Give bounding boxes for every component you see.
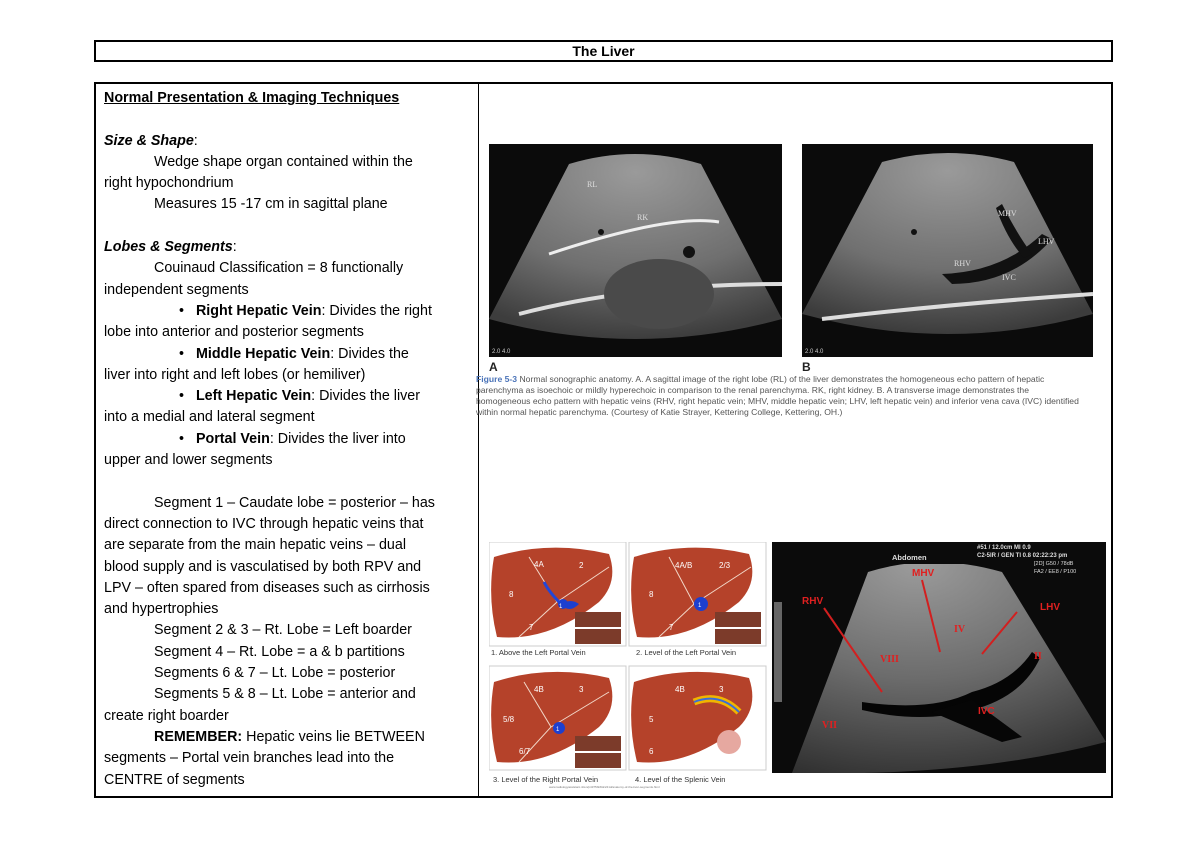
label-lhv: LHV — [1038, 237, 1055, 246]
seg-caption-4: 4. Level of the Splenic Vein — [635, 775, 726, 784]
seg-p3-1: 1 — [556, 727, 560, 733]
seg-p2-8: 8 — [649, 590, 654, 599]
segment1-line-5: LPV – often spared from diseases such as cirrhosis — [104, 579, 430, 596]
size-shape-line-2: right hypochondrium — [104, 175, 234, 192]
seg-p2-23: 2/3 — [719, 561, 731, 570]
content-table — [94, 82, 1113, 798]
seg-p2-1: 1 — [698, 603, 702, 609]
remember-line-3: CENTRE of segments — [104, 771, 245, 788]
size-shape-heading: Size & Shape: — [104, 132, 198, 149]
column-divider — [478, 84, 479, 796]
seg-p1-8: 8 — [509, 590, 514, 599]
panel-letter-a: A — [489, 360, 498, 374]
ultrasound-panel-a — [489, 144, 782, 357]
seg-caption-1: 1. Above the Left Portal Vein — [491, 648, 586, 657]
segment4-line: Segment 4 – Rt. Lobe = a & b partitions — [154, 643, 405, 660]
seg-p3-58: 5/8 — [503, 715, 515, 724]
ultrasound-panel-b — [802, 144, 1093, 357]
segment67-line: Segments 6 & 7 – Lt. Lobe = posterior — [154, 665, 396, 682]
us-label-iv: IV — [954, 624, 966, 635]
segment58-line-1: Segments 5 & 8 – Lt. Lobe = anterior and — [154, 686, 416, 703]
scale-b: 2.0 4.0 — [805, 349, 824, 355]
segment23-line: Segment 2 & 3 – Rt. Lobe = Left boarder — [154, 622, 412, 639]
remember-line-1: REMEMBER: Hepatic veins lie BETWEEN — [154, 728, 425, 745]
lobes-heading: Lobes & Segments: — [104, 239, 237, 256]
bullet-right-hepatic-vein-cont: lobe into anterior and posterior segments — [104, 324, 364, 341]
segment58-line-2: create right boarder — [104, 707, 229, 724]
segment1-line-6: and hypertrophies — [104, 601, 219, 618]
label-rk: RK — [637, 213, 649, 222]
segment1-line-1: Segment 1 – Caudate lobe = posterior – has — [154, 494, 435, 511]
seg-p4-3: 3 — [719, 685, 724, 694]
label-mhv: MHV — [998, 209, 1017, 218]
bullet-left-hepatic-vein-cont: into a medial and lateral segment — [104, 409, 315, 426]
us-header-right-1: #51 / 12.0cm MI 0.9 — [977, 545, 1031, 551]
bullet-portal-vein: • Portal Vein: Divides the liver into — [179, 430, 406, 447]
us-label-ivc: IVC — [978, 706, 995, 717]
bullet-portal-vein-cont: upper and lower segments — [104, 452, 273, 469]
seg-p2-4ab: 4A/B — [675, 561, 693, 570]
seg-p3-4b: 4B — [534, 685, 544, 694]
bullet-middle-hepatic-vein: • Middle Hepatic Vein: Divides the — [179, 345, 409, 362]
seg-p4-5: 5 — [649, 715, 654, 724]
panel-letter-b: B — [802, 360, 811, 374]
seg-p3-3: 3 — [579, 685, 584, 694]
couinaud-line-1: Couinaud Classification = 8 functionally — [154, 260, 404, 277]
seg-p1-2: 2 — [579, 561, 584, 570]
bullet-left-hepatic-vein: • Left Hepatic Vein: Divides the liver — [179, 388, 420, 405]
seg-p4-4b: 4B — [675, 685, 685, 694]
segment1-line-4: blood supply and is vasculatised by both RPV and — [104, 558, 422, 575]
label-rl: RL — [587, 180, 598, 189]
segment1-line-2: direct connection to IVC through hepatic veins that — [104, 515, 424, 532]
us-header-right-3: [2D] G50 / 78dB — [1034, 561, 1074, 567]
seg-p1-1: 1 — [559, 604, 563, 610]
remember-line-2: segments – Portal vein branches lead into the — [104, 750, 395, 767]
seg-p1-4a: 4A — [534, 560, 544, 569]
us-label-mhv: MHV — [912, 568, 935, 579]
us-header-left: Abdomen — [892, 553, 927, 562]
bullet-middle-hepatic-vein-cont: liver into right and left lobes (or hemiliver) — [104, 366, 366, 383]
seg-caption-3: 3. Level of the Right Portal Vein — [493, 775, 599, 784]
annotated-ultrasound — [772, 542, 1106, 773]
us-header-right-2: C2-5IR / GEN TI 0.8 02:22:23 pm — [977, 553, 1068, 559]
size-shape-line-3: Measures 15 -17 cm in sagittal plane — [154, 196, 388, 213]
us-label-viii: VIII — [880, 654, 899, 665]
couinaud-line-2: independent segments — [104, 281, 249, 298]
us-label-ii: II — [1034, 651, 1042, 662]
figure-caption: Figure 5-3 Normal sonographic anatomy. A. A sagittal image of the right lobe (RL) of the liver demonstrates the homogeneous echo pattern of hepatic parenchyma as isoechoic or mildly hyperechoic in comparison to the renal parenchyma. RK, right kidney. B. A transverse image demonstrates the homogeneous echo pattern with hepatic veins (RHV, right hepatic vein; MHV, middle hepatic vein; LHV, left hepatic vein) and inferior vena cava (IVC) identified within normal hepatic parenchyma. (Courtesy of Katie Strayer, Kettering College, Kettering, OH.) — [476, 374, 1079, 417]
us-label-lhv: LHV — [1040, 602, 1060, 613]
page-title: The Liver — [94, 40, 1113, 62]
segment-diagram — [489, 542, 767, 789]
label-rhv: RHV — [954, 259, 971, 268]
seg-caption-2: 2. Level of the Left Portal Vein — [636, 648, 737, 657]
seg-p3-67: 6/7 — [519, 747, 531, 756]
label-ivc: IVC — [1002, 273, 1016, 282]
segment1-line-3: are separate from the main hepatic veins – dual — [104, 537, 406, 554]
section-heading: Normal Presentation & Imaging Techniques — [104, 90, 400, 106]
us-label-vii: VII — [822, 720, 838, 731]
seg-p4-6: 6 — [649, 747, 654, 756]
scale-a: 2.0 4.0 — [492, 349, 511, 355]
us-header-right-4: FA2 / EE8 / P100 — [1034, 569, 1077, 575]
us-label-rhv: RHV — [802, 596, 824, 607]
seg-p1-7: 7 — [529, 623, 534, 632]
seg-p2-7: 7 — [669, 623, 674, 632]
bullet-right-hepatic-vein: • Right Hepatic Vein: Divides the right — [179, 302, 432, 319]
size-shape-line-1: Wedge shape organ contained within the — [154, 153, 413, 170]
notes-column — [104, 88, 472, 791]
seg-source: www.radiologyassistant.nl/en/p4375bb8dc241d/anatomy-of-the-liver-segments.html — [549, 785, 660, 789]
